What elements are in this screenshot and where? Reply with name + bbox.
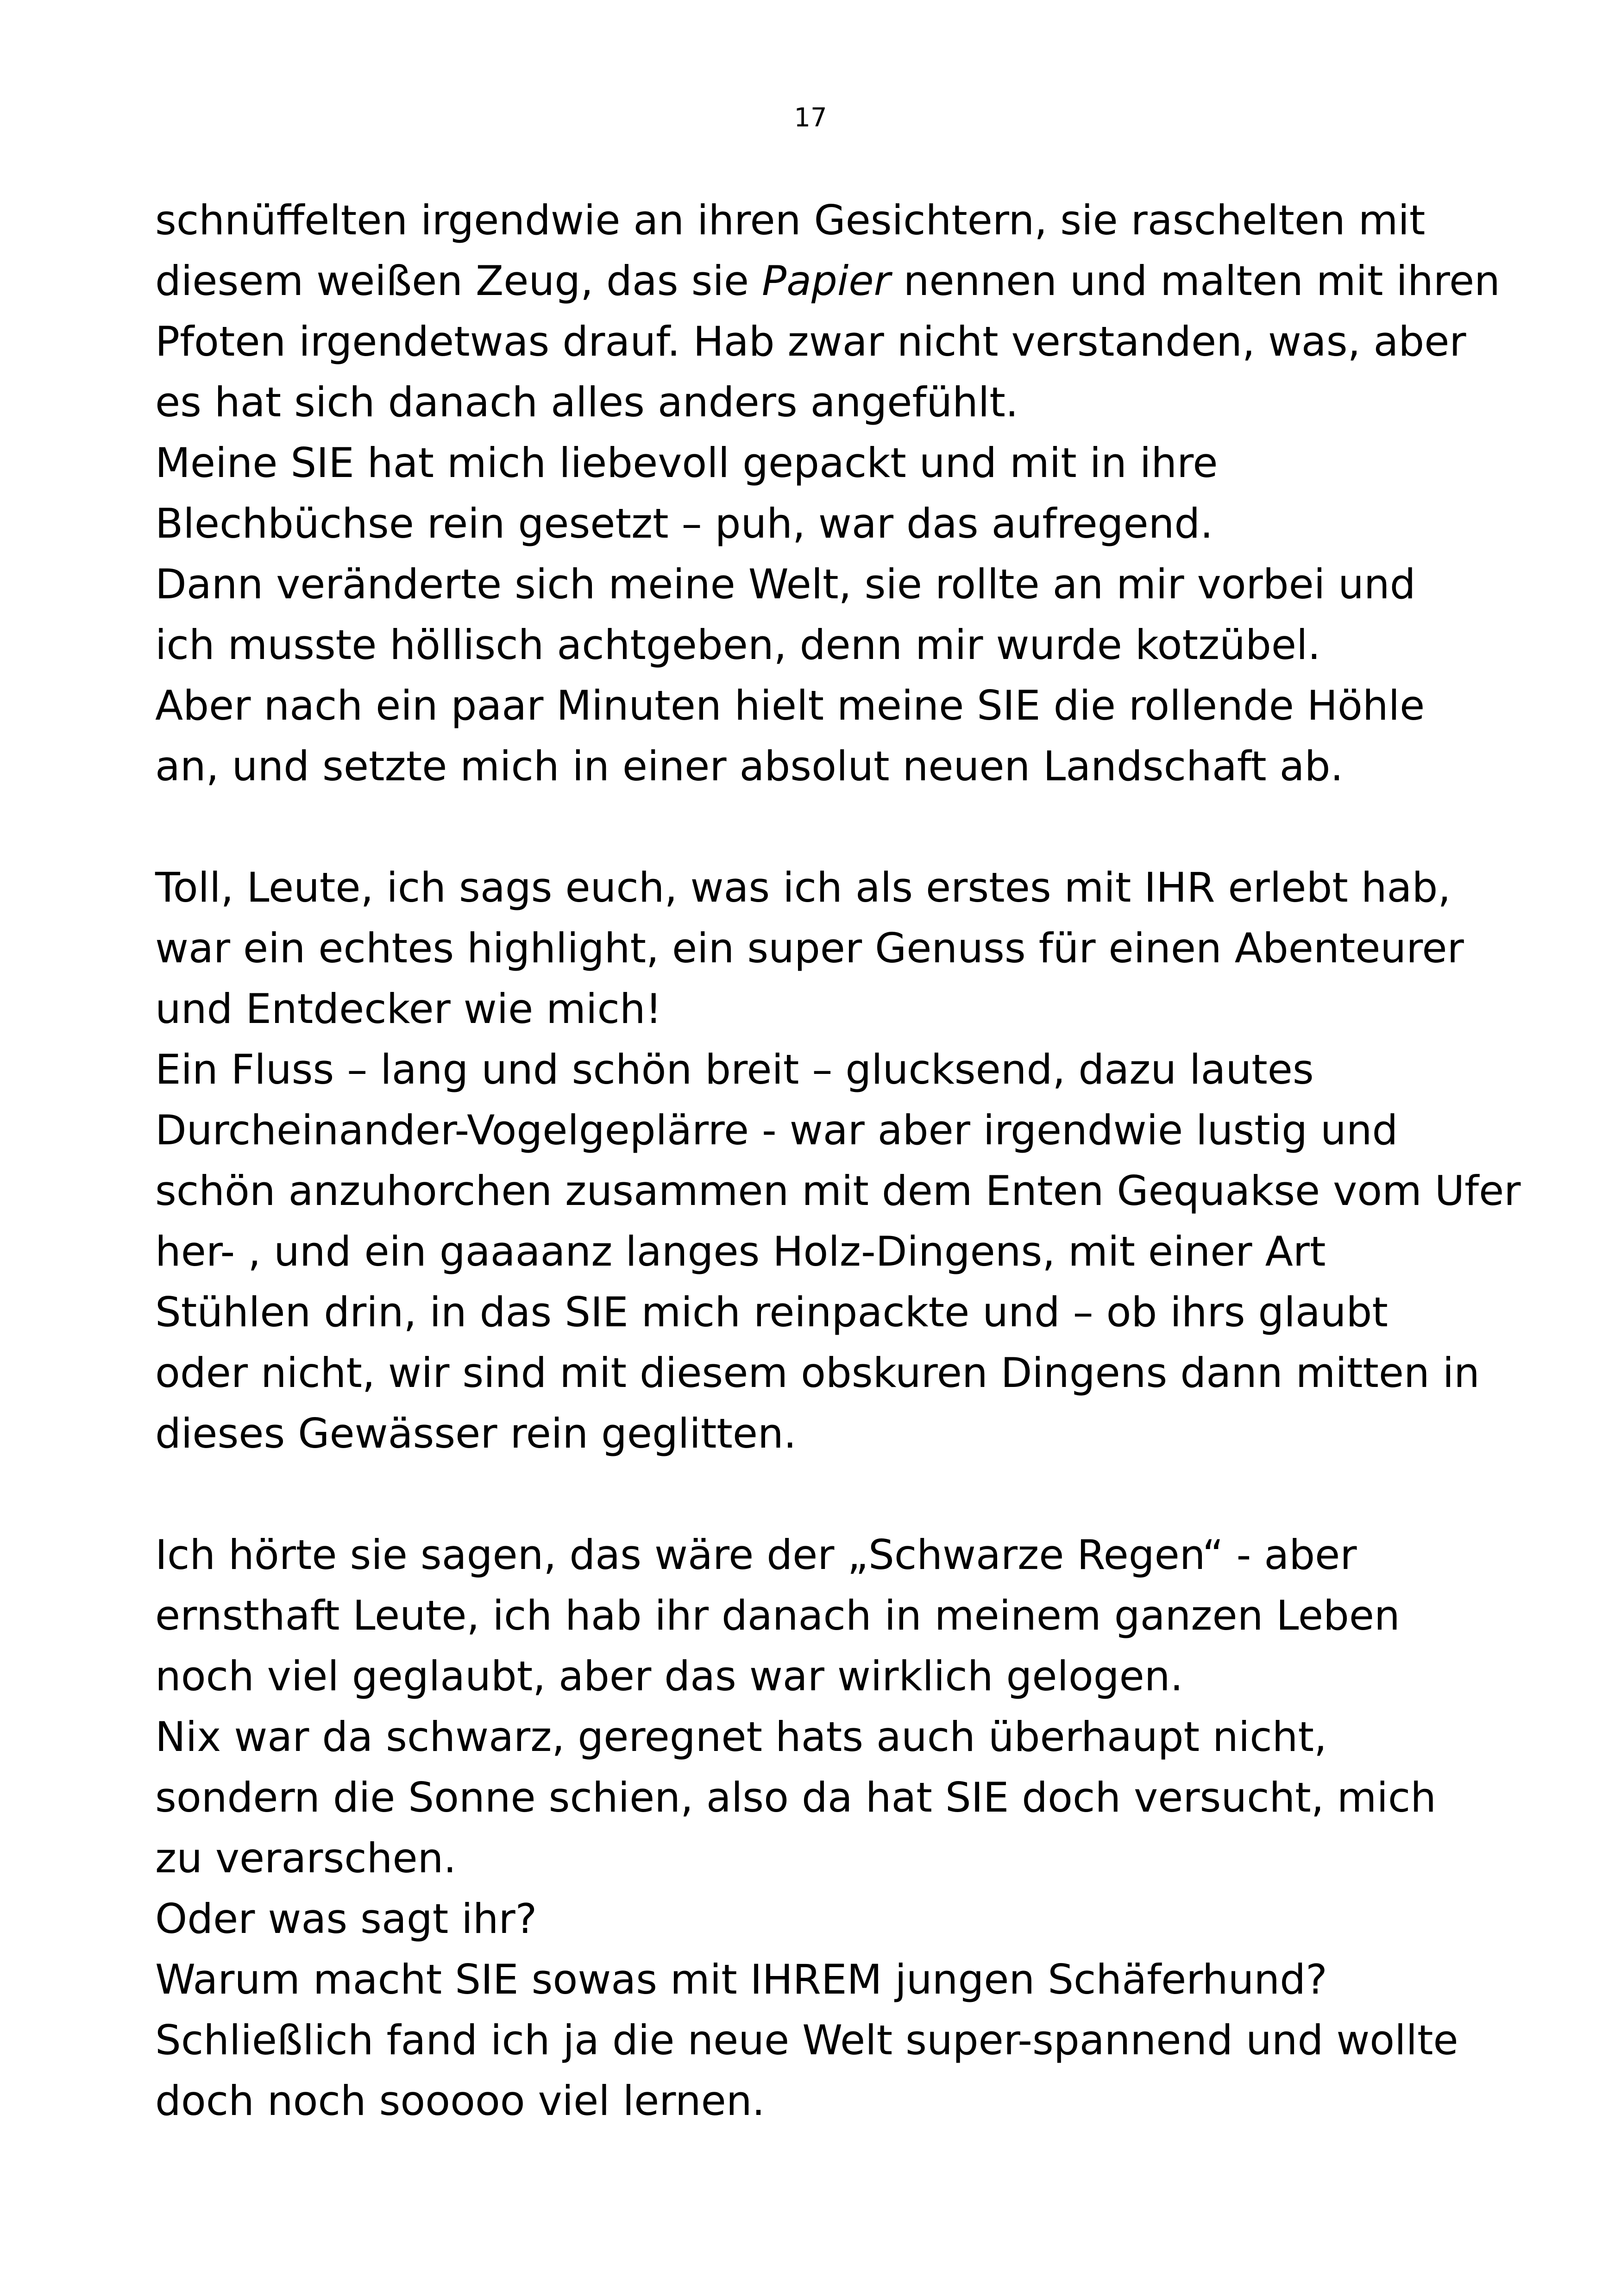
paragraph	[155, 190, 1545, 797]
text-line: Durcheinander-Vogelgeplärre - war aber irgendwie lustig und	[155, 1106, 1398, 1154]
text-line: ich musste höllisch achtgeben, denn mir wurde kotzübel.	[155, 621, 1321, 669]
text-line: Meine SIE hat mich liebevoll gepackt und mit in ihre	[155, 439, 1218, 487]
text-line: Stühlen drin, in das SIE mich reinpackte und – ob ihrs glaubt	[155, 1288, 1388, 1336]
text-line: zu verarschen.	[155, 1834, 457, 1882]
text-line: Blechbüchse rein gesetzt – puh, war das aufregend.	[155, 500, 1213, 547]
paragraph-gap	[155, 797, 1545, 857]
text-line: Nix war da schwarz, geregnet hats auch überhaupt nicht,	[155, 1713, 1327, 1761]
italic-word: Papier	[762, 257, 891, 305]
text-line: Warum macht SIE sowas mit IHREM jungen Schäferhund?	[155, 1956, 1327, 2003]
text-line: doch noch sooooo viel lernen.	[155, 2077, 765, 2125]
text-segment: diesem weißen Zeug, das sie	[155, 257, 762, 305]
text-line: schön anzuhorchen zusammen mit dem Enten Gequakse vom Ufer	[155, 1167, 1521, 1215]
text-segment: nennen und malten mit ihren	[890, 257, 1500, 305]
text-line: Ein Fluss – lang und schön breit – glucksend, dazu lautes	[155, 1046, 1314, 1093]
text-line: oder nicht, wir sind mit diesem obskuren Dingens dann mitten in	[155, 1349, 1480, 1397]
text-line: Schließlich fand ich ja die neue Welt super-spannend und wollte	[155, 2016, 1458, 2064]
page-number: 17	[794, 103, 827, 133]
text-line: noch viel geglaubt, aber das war wirklich gelogen.	[155, 1652, 1183, 1700]
text-line: sondern die Sonne schien, also da hat SIE doch versucht, mich	[155, 1774, 1437, 1821]
paragraph-gap	[155, 1464, 1545, 1524]
text-line: Ich hörte sie sagen, das wäre der „Schwarze Regen“ - aber	[155, 1531, 1357, 1579]
text-line: Oder was sagt ihr?	[155, 1895, 537, 1943]
text-line	[155, 251, 1545, 311]
body-text	[155, 190, 1545, 2131]
text-line: an, und setzte mich in einer absolut neuen Landschaft ab.	[155, 742, 1344, 790]
text-line: es hat sich danach alles anders angefühlt.	[155, 378, 1018, 426]
paragraph	[155, 1524, 1545, 2131]
text-line: Pfoten irgendetwas drauf. Hab zwar nicht verstanden, was, aber	[155, 318, 1466, 365]
text-line: ernsthaft Leute, ich hab ihr danach in meinem ganzen Leben	[155, 1592, 1400, 1639]
text-line: her- , und ein gaaaanz langes Holz-Dingens, mit einer Art	[155, 1228, 1326, 1275]
text-line: war ein echtes highlight, ein super Genuss für einen Abenteurer	[155, 924, 1464, 972]
text-line: schnüffelten irgendwie an ihren Gesichtern, sie raschelten mit	[155, 196, 1426, 244]
text-line: Dann veränderte sich meine Welt, sie rollte an mir vorbei und	[155, 560, 1416, 608]
text-line: Toll, Leute, ich sags euch, was ich als erstes mit IHR erlebt hab,	[155, 864, 1451, 911]
paragraph	[155, 857, 1545, 1464]
text-line: dieses Gewässer rein geglitten.	[155, 1410, 797, 1457]
text-line: und Entdecker wie mich!	[155, 985, 662, 1033]
text-line: Aber nach ein paar Minuten hielt meine SIE die rollende Höhle	[155, 682, 1425, 729]
